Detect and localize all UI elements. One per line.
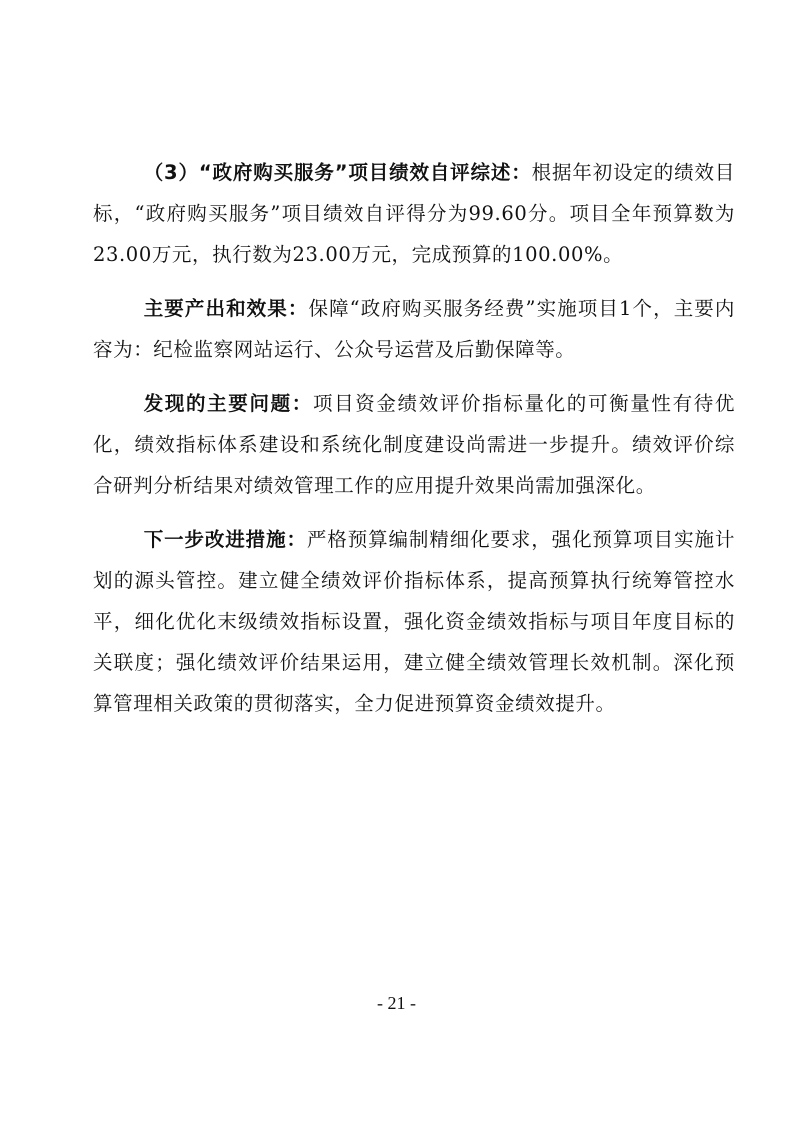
paragraph-heading: 主要产出和效果： [143,297,309,320]
paragraph-improvement-measures [93,519,735,724]
paragraph-text: 保障“政府购买服务经费”实施项目1个，主要内容为：纪检监察网站运行、公众号运营及后勤保障等。 [93,297,735,361]
paragraph-problems-found [93,383,735,506]
paragraph-text: 严格预算编制精细化要求，强化预算项目实施计划的源头管控。建立健全绩效评价指标体系，提高预算执行统筹管控水平，细化优化末级绩效指标设置，强化资金绩效指标与项目年度目标的关联度；强化绩效评价结果运用，建立健全绩效管理长效机制。深化预算管理相关政策的贯彻落实，全力促进预算资金绩效提升。 [93,528,735,715]
paragraph-heading: （3）“政府购买服务”项目绩效自评综述： [143,161,532,184]
paragraph-text: 根据年初设定的绩效目标，“政府购买服务”项目绩效自评得分为99.60分。项目全年预算数为23.00万元，执行数为23.00万元，完成预算的100.00%。 [93,161,735,266]
document-body [93,152,735,737]
paragraph-text: 项目资金绩效评价指标量化的可衡量性有待优化，绩效指标体系建设和系统化制度建设尚需进一步提升。绩效评价综合研判分析结果对绩效管理工作的应用提升效果尚需加强深化。 [93,392,735,497]
paragraph-heading: 发现的主要问题： [143,392,313,415]
paragraph-heading: 下一步改进措施： [143,528,307,551]
page-number: - 21 - [377,993,416,1013]
paragraph-project-summary [93,152,735,275]
paragraph-outputs-effects [93,288,735,370]
